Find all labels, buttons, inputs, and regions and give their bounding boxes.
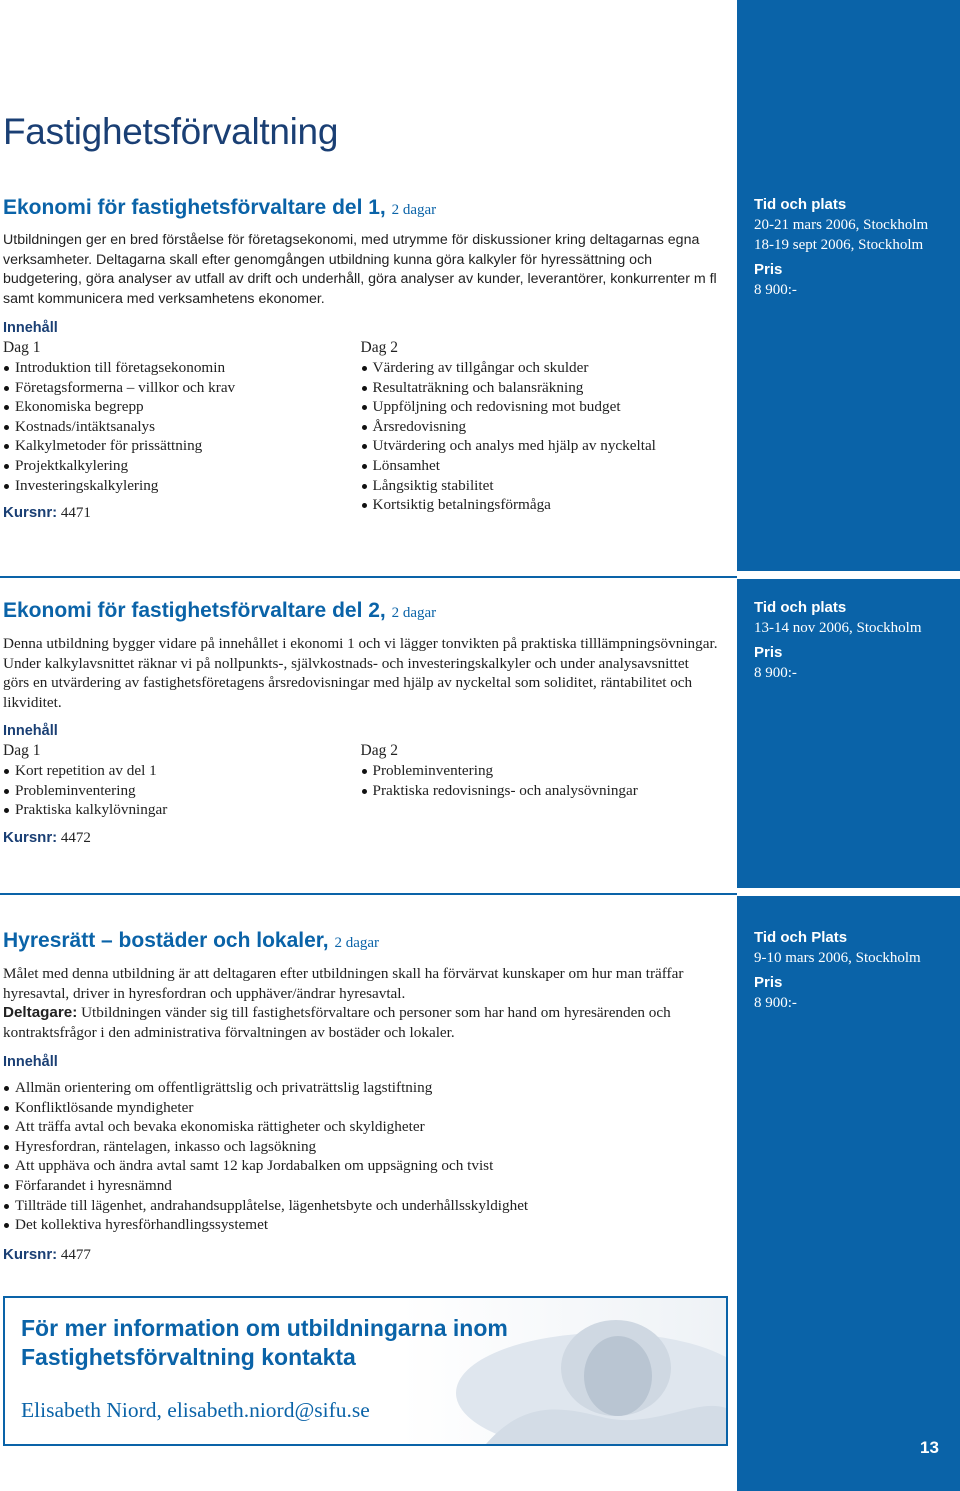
course-number xyxy=(3,1245,718,1265)
page-number: 13 xyxy=(920,1438,939,1457)
course-title xyxy=(3,598,718,626)
day-2-list xyxy=(361,761,719,800)
time-place-value: 9-10 mars 2006, Stockholm xyxy=(754,950,921,966)
content-list xyxy=(3,1078,718,1235)
day-1-list xyxy=(3,358,361,495)
list-item: Utvärdering och analys med hjälp av nyckeltal xyxy=(361,436,719,456)
course-description: Denna utbildning bygger vidare på innehållet i ekonomi 1 och vi lägger tonvikten på praktiska tilllämpningsövningar. Under kalkylavsnittet räknar vi på nollpunkts-, självkostnads- och investeringskalkyler och under analysavsnittet görs en utvärdering av fastighetsföretagens årsredovisningar med hjälp av nyckeltal som soliditet, räntabilitet och likviditet. xyxy=(3,635,718,711)
list-item: Lönsamhet xyxy=(361,456,719,476)
section-divider xyxy=(0,576,737,578)
price-label: Pris xyxy=(754,261,783,278)
course-number-label: Kursnr: xyxy=(3,504,58,522)
list-item: Allmän orientering om offentligrättslig och privaträttslig lagstiftning xyxy=(3,1078,718,1098)
list-item: Ekonomiska begrepp xyxy=(3,397,361,417)
course-section-2 xyxy=(3,598,718,848)
list-item: Långsiktig stabilitet xyxy=(361,476,719,496)
list-item: Introduktion till företagsekonomin xyxy=(3,358,361,378)
list-item: Probleminventering xyxy=(3,781,361,801)
day-1-column xyxy=(3,741,361,848)
course-description: Utbildningen ger en bred förståelse för företagsekonomi, med utrymme för diskussioner kring deltagarnas egna verksamheter. Deltagarna skall efter genomgången utbildning kunna göra kalkyler för hyressättning och budgetering, göra analyser av utfall av drift och underhåll, göra analyser av kunder, leverantörer, konkurrenter m fl samt kommunicera med verksamhetens ekonomer. xyxy=(3,232,717,307)
course-duration: 2 dagar xyxy=(391,605,437,621)
day-1-list xyxy=(3,761,361,820)
section-divider xyxy=(0,893,737,895)
contact-heading-line: För mer information om utbildningarna inom xyxy=(21,1315,508,1341)
time-place-value: 13-14 nov 2006, Stockholm xyxy=(754,620,922,636)
course-number-label: Kursnr: xyxy=(3,1245,58,1263)
list-item: Praktiska kalkylövningar xyxy=(3,800,361,820)
contact-heading xyxy=(21,1314,508,1372)
day-2-column xyxy=(361,741,719,848)
list-item: Att upphäva och ändra avtal samt 12 kap Jordabalken om uppsägning och tvist xyxy=(3,1156,718,1176)
target-group xyxy=(3,1003,718,1042)
sidebar-divider xyxy=(737,571,960,579)
day-columns xyxy=(3,741,718,848)
content-heading: Innehåll xyxy=(3,1054,58,1070)
target-group-label: Deltagare: xyxy=(3,1004,78,1021)
list-item: Praktiska redovisnings- och analysövningar xyxy=(361,781,719,801)
course-section-3 xyxy=(3,928,718,1265)
course-description: Målet med denna utbildning är att deltagaren efter utbildningen skall ha förvärvat kunskaper om hur man träffar hyresavtal, driver in hyresfordran och upphäver/ändrar hyresavtal. xyxy=(3,965,684,1002)
contact-box xyxy=(3,1296,728,1446)
time-place-label: Tid och plats xyxy=(754,599,847,616)
course-number-label: Kursnr: xyxy=(3,828,58,846)
list-item: Projektkalkylering xyxy=(3,456,361,476)
list-item: Årsredovisning xyxy=(361,417,719,437)
course-name: Hyresrätt – bostäder och lokaler, xyxy=(3,929,329,952)
time-place-value: 18-19 sept 2006, Stockholm xyxy=(754,237,924,253)
day-2-label: Dag 2 xyxy=(360,339,398,356)
day-1-column xyxy=(3,338,361,523)
target-group-text: Utbildningen vänder sig till fastighetsförvaltare och personer som har hand om hyresärenden och kontraktsfrågor i den administrativa förvaltningen av bostäder och lokaler. xyxy=(3,1004,671,1041)
day-2-column xyxy=(361,338,719,523)
course-number-value: 4471 xyxy=(60,505,91,522)
list-item: Kortsiktig betalningsförmåga xyxy=(361,495,719,515)
price-label: Pris xyxy=(754,974,783,991)
list-item: Företagsformerna – villkor och krav xyxy=(3,378,361,398)
course-info-panel xyxy=(754,598,954,683)
page-title: Fastighetsförvaltning xyxy=(3,111,339,152)
content-heading: Innehåll xyxy=(3,320,58,336)
day-2-list xyxy=(361,358,719,515)
price-value: 8 900:- xyxy=(754,665,797,681)
list-item: Förfarandet i hyresnämnd xyxy=(3,1176,718,1196)
list-item: Investeringskalkylering xyxy=(3,476,361,496)
time-place-label: Tid och plats xyxy=(754,196,847,213)
course-name: Ekonomi för fastighetsförvaltare del 2, xyxy=(3,599,386,622)
price-label: Pris xyxy=(754,644,783,661)
course-duration: 2 dagar xyxy=(334,935,380,951)
list-item: Kalkylmetoder för prissättning xyxy=(3,436,361,456)
time-place-value: 20-21 mars 2006, Stockholm xyxy=(754,217,929,233)
contact-heading-line: Fastighetsförvaltning kontakta xyxy=(21,1344,356,1370)
list-item: Tillträde till lägenhet, andrahandsupplåtelse, lägenhetsbyte och underhållsskyldighet xyxy=(3,1196,718,1216)
course-name: Ekonomi för fastighetsförvaltare del 1, xyxy=(3,196,386,219)
course-number-value: 4477 xyxy=(60,1246,91,1263)
price-value: 8 900:- xyxy=(754,282,797,298)
course-title xyxy=(3,195,718,223)
list-item: Det kollektiva hyresförhandlingssystemet xyxy=(3,1215,718,1235)
list-item: Att träffa avtal och bevaka ekonomiska rättigheter och skyldigheter xyxy=(3,1117,718,1137)
course-info-panel xyxy=(754,928,954,1013)
day-1-label: Dag 1 xyxy=(3,339,41,356)
list-item: Resultaträkning och balansräkning xyxy=(361,378,719,398)
day-columns xyxy=(3,338,718,523)
course-number xyxy=(3,828,361,848)
price-value: 8 900:- xyxy=(754,995,797,1011)
contact-person[interactable]: Elisabeth Niord, elisabeth.niord@sifu.se xyxy=(21,1398,370,1422)
course-section-1 xyxy=(3,195,718,523)
list-item: Konfliktlösande myndigheter xyxy=(3,1098,718,1118)
course-info-panel xyxy=(754,195,954,300)
list-item: Kort repetition av del 1 xyxy=(3,761,361,781)
course-title xyxy=(3,928,718,956)
course-number-value: 4472 xyxy=(60,829,91,846)
list-item: Probleminventering xyxy=(361,761,719,781)
list-item: Uppföljning och redovisning mot budget xyxy=(361,397,719,417)
day-2-label: Dag 2 xyxy=(360,742,398,759)
day-1-label: Dag 1 xyxy=(3,742,41,759)
list-item: Värdering av tillgångar och skulder xyxy=(361,358,719,378)
content-heading: Innehåll xyxy=(3,723,58,739)
course-number xyxy=(3,503,361,523)
sidebar-divider xyxy=(737,888,960,896)
list-item: Kostnads/intäktsanalys xyxy=(3,417,361,437)
time-place-label: Tid och Plats xyxy=(754,929,848,946)
list-item: Hyresfordran, räntelagen, inkasso och lagsökning xyxy=(3,1137,718,1157)
course-duration: 2 dagar xyxy=(391,202,437,218)
